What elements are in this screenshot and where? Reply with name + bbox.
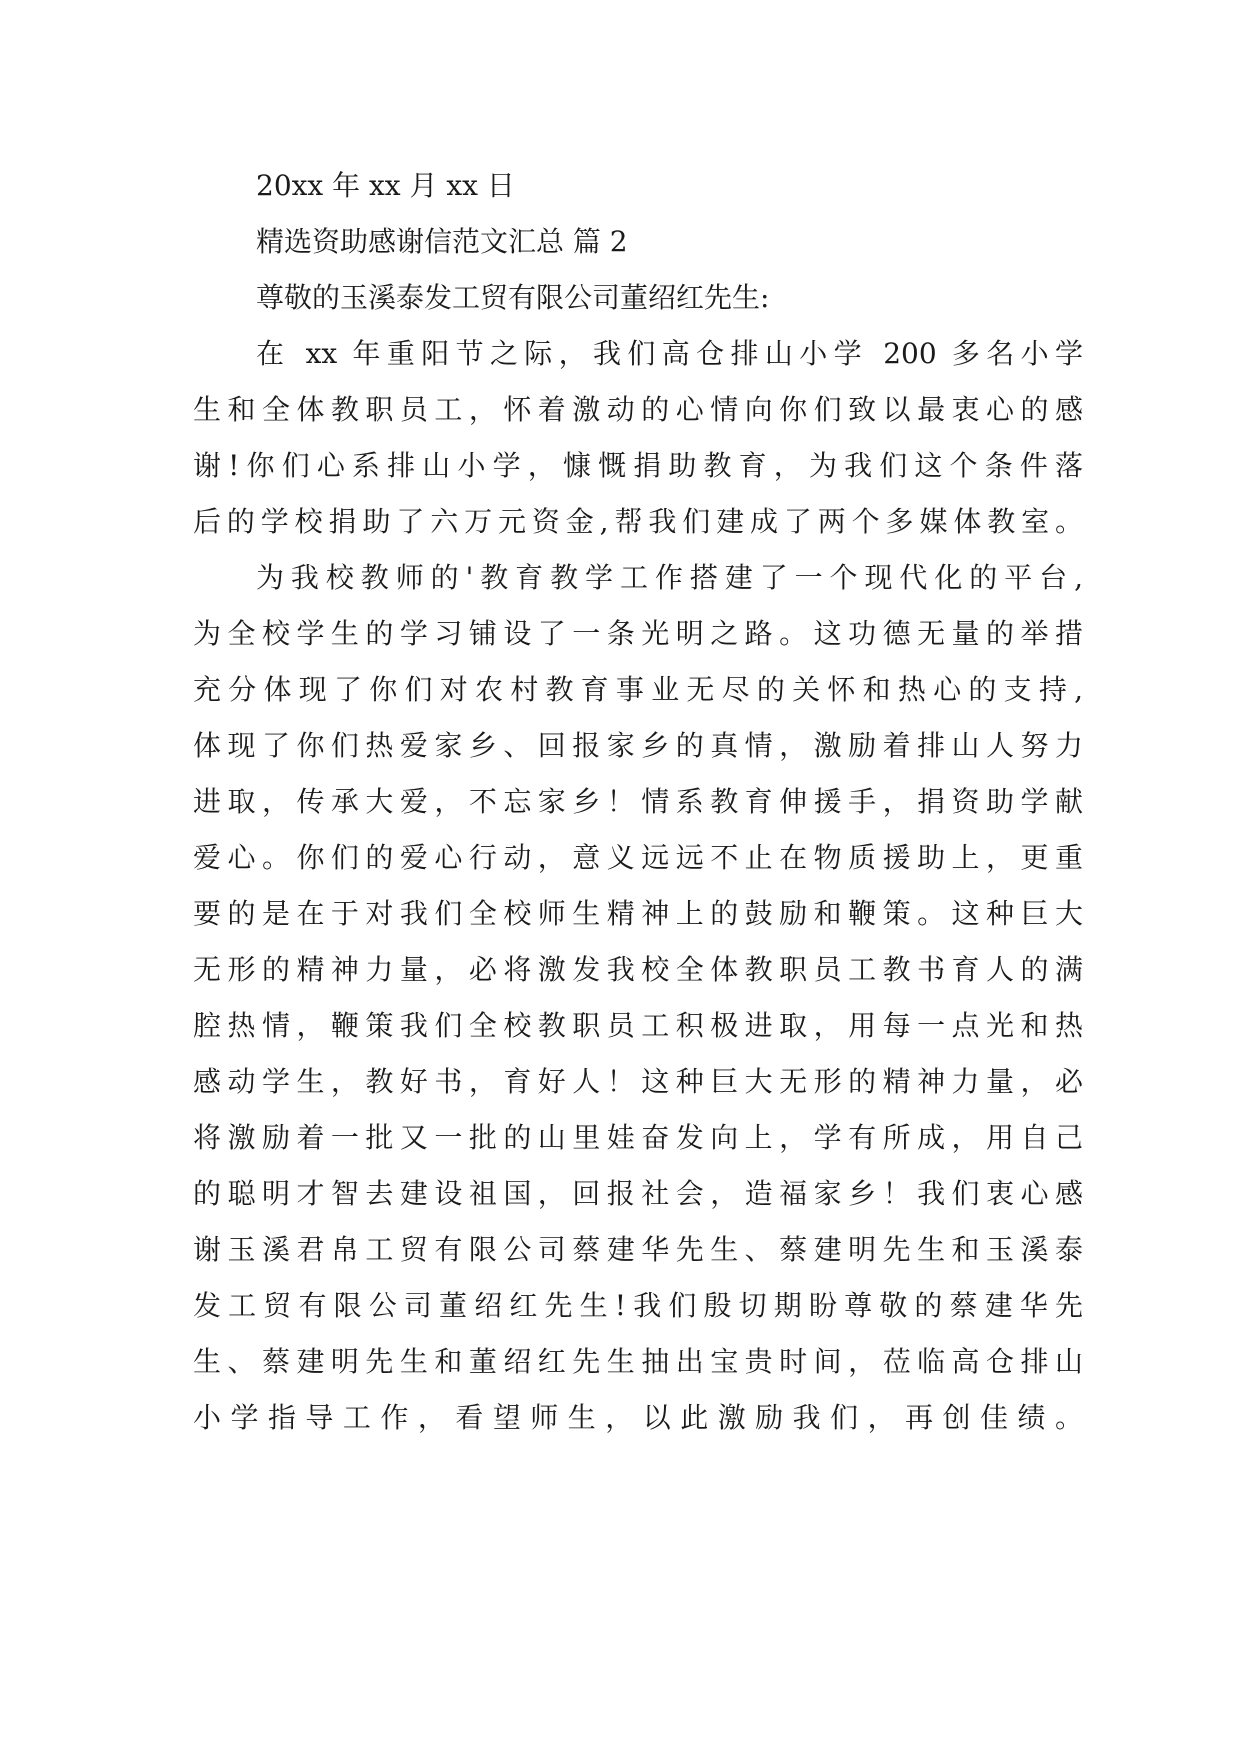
paragraph-line: 生和全体教职员工，怀着激动的心情向你们致以最衷心的感 xyxy=(193,393,1083,426)
paragraph-line: 谢!你们心系排山小学，慷慨捐助教育，为我们这个条件落 xyxy=(193,449,1083,482)
paragraph-line: 谢玉溪君帛工贸有限公司蔡建华先生、蔡建明先生和玉溪泰 xyxy=(193,1233,1083,1266)
paragraph-line: 体现了你们热爱家乡、回报家乡的真情，激励着排山人努力 xyxy=(193,729,1083,762)
paragraph-2 xyxy=(193,550,1083,1446)
paragraph-line: 的聪明才智去建设祖国，回报社会，造福家乡！我们衷心感 xyxy=(193,1177,1083,1210)
paragraph-line: 无形的精神力量，必将激发我校全体教职员工教书育人的满 xyxy=(193,953,1083,986)
paragraph-line: 进取，传承大爱，不忘家乡！情系教育伸援手，捐资助学献 xyxy=(193,785,1083,818)
paragraph-line: 爱心。你们的爱心行动，意义远远不止在物质援助上，更重 xyxy=(193,841,1083,874)
paragraph-line: 为全校学生的学习铺设了一条光明之路。这功德无量的举措 xyxy=(193,617,1083,650)
paragraph-line: 要的是在于对我们全校师生精神上的鼓励和鞭策。这种巨大 xyxy=(193,897,1083,930)
paragraph-line: 充分体现了你们对农村教育事业无尽的关怀和热心的支持, xyxy=(193,673,1083,706)
paragraph-line: 感动学生，教好书，育好人！这种巨大无形的精神力量，必 xyxy=(193,1065,1083,1098)
paragraph-line: 将激励着一批又一批的山里娃奋发向上，学有所成，用自己 xyxy=(193,1121,1083,1154)
date-line: 20xx 年 xx 月 xx 日 xyxy=(256,169,515,202)
paragraph-line: 为我校教师的'教育教学工作搭建了一个现代化的平台, xyxy=(256,561,1083,594)
paragraph-1 xyxy=(193,326,1083,550)
paragraph-line: 在 xx 年重阳节之际，我们高仓排山小学 200 多名小学 xyxy=(256,337,1083,370)
paragraph-line: 生、蔡建明先生和董绍红先生抽出宝贵时间，莅临高仓排山 xyxy=(193,1345,1083,1378)
paragraph-line: 腔热情，鞭策我们全校教职员工积极进取，用每一点光和热 xyxy=(193,1009,1083,1042)
letter-heading: 精选资助感谢信范文汇总 篇 2 xyxy=(256,225,628,258)
paragraph-line: 后的学校捐助了六万元资金,帮我们建成了两个多媒体教室。 xyxy=(193,505,1083,538)
paragraph-line: 发工贸有限公司董绍红先生!我们殷切期盼尊敬的蔡建华先 xyxy=(193,1289,1083,1322)
salutation: 尊敬的玉溪泰发工贸有限公司董绍红先生: xyxy=(256,281,770,314)
letter-body xyxy=(193,158,1083,1446)
paragraph-line: 小学指导工作，看望师生，以此激励我们，再创佳绩。 xyxy=(193,1401,1083,1434)
